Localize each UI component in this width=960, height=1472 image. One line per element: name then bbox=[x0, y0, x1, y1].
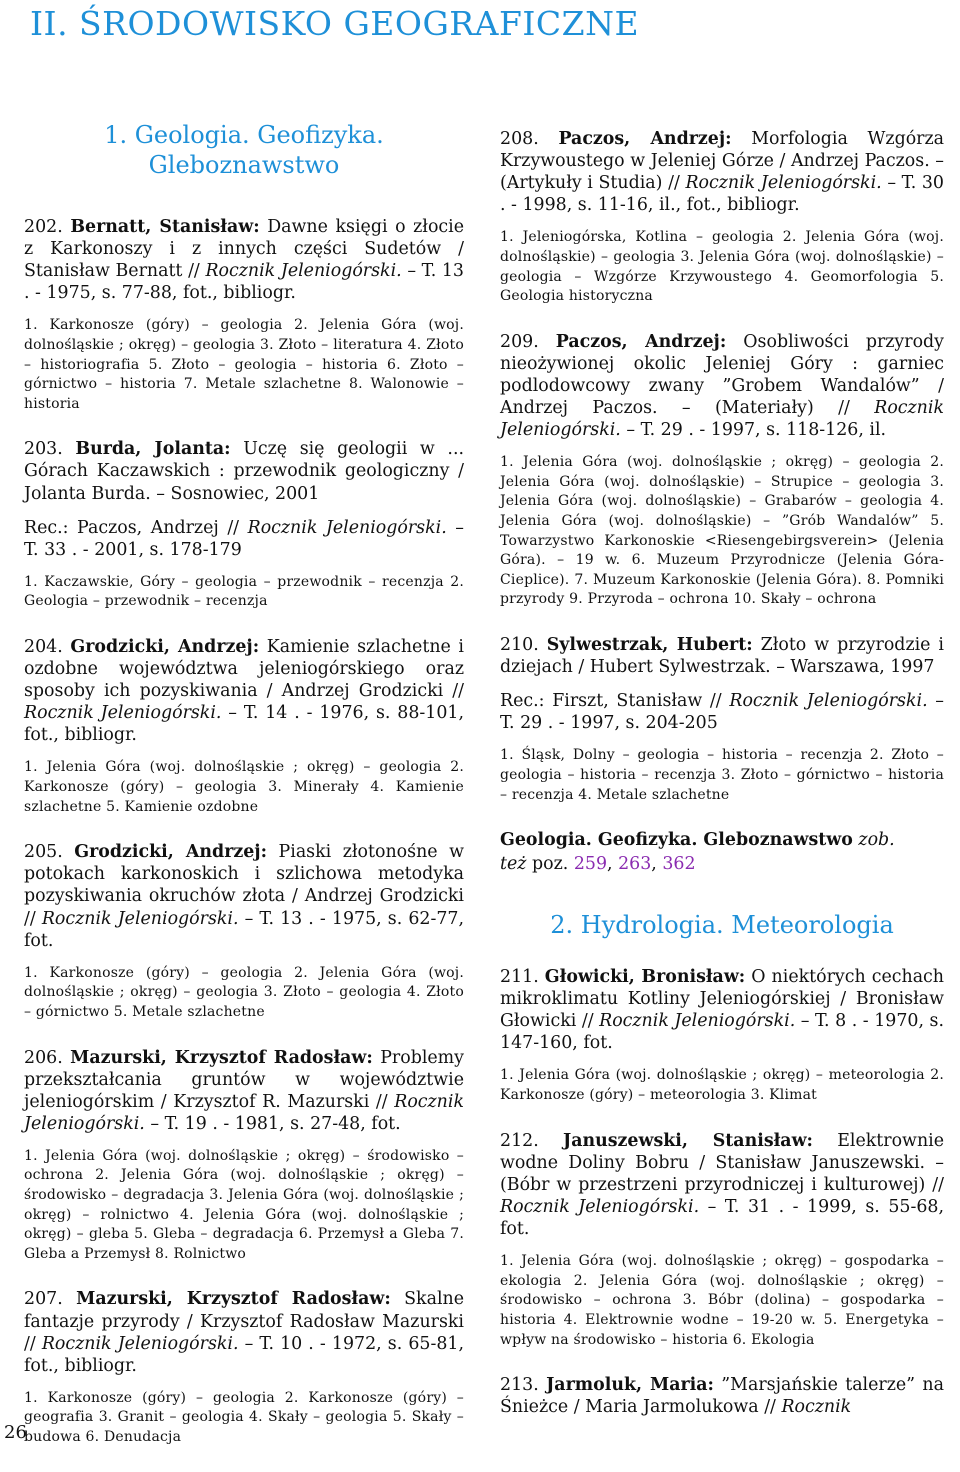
entry-title: Osobliwości przyrody nieożywionej okolic Jeleniej Góry : garniec podlodowcowy zwany ”Grobem Wandalów” / Andrzej Paczos. – (Materiały) // bbox=[500, 331, 944, 419]
entry-title: Skalne fantazje przyrody / Krzysztof Radosław Mazurski // bbox=[24, 1289, 465, 1354]
entry-citation bbox=[500, 634, 944, 678]
entry-number: 203. bbox=[24, 439, 63, 460]
reference-link-259[interactable]: 259 bbox=[573, 853, 608, 874]
entry-number: 210. bbox=[500, 634, 539, 655]
see-also-tez: też bbox=[500, 853, 527, 874]
entry-title: Uczę się geologii w ... Górach Kaczawskich : przewodnik geologiczny / Jolanta Burda. – Sosnowiec, 2001 bbox=[24, 439, 465, 504]
entry-title: Złoto w przyrodzie i dziejach / Hubert Sylwestrzak. – Warszawa, 1997 bbox=[500, 634, 944, 678]
bibliography-entry-213 bbox=[500, 1374, 944, 1418]
review-publication: – T. 33 . - 2001, s. 178-179 bbox=[24, 517, 464, 560]
entry-source: Rocznik Jeleniogórski. bbox=[500, 1196, 700, 1217]
entry-keywords: 1. Jelenia Góra (woj. dolnośląskie ; okręg) – meteorologia 2. Karkonosze (góry) – meteorologia 3. Klimat bbox=[500, 1067, 944, 1104]
entry-citation bbox=[24, 1047, 464, 1135]
bibliography-entry-206 bbox=[24, 1047, 464, 1265]
entry-citation bbox=[500, 1374, 944, 1418]
bibliography-entry-202 bbox=[24, 216, 464, 414]
chapter-title: II. ŚRODOWISKO GEOGRAFICZNE bbox=[30, 4, 640, 43]
see-also-zob: zob. bbox=[858, 830, 895, 851]
entry-number: 212. bbox=[500, 1130, 539, 1151]
entry-author: Bernatt, Stanisław: bbox=[70, 217, 260, 237]
left-column bbox=[24, 120, 464, 1472]
bibliography-entry-207 bbox=[24, 1288, 464, 1447]
review-source: Rocznik Jeleniogórski. bbox=[729, 691, 928, 712]
ref-separator: , bbox=[651, 853, 663, 874]
entry-citation bbox=[500, 966, 944, 1054]
entry-publication: – T. 31 . - 1999, s. 55-68, fot. bbox=[500, 1196, 944, 1240]
entry-publication: – T. 19 . - 1981, s. 27-48, fot. bbox=[144, 1113, 401, 1134]
entry-author: Mazurski, Krzysztof Radosław: bbox=[70, 1047, 373, 1068]
see-also-reference bbox=[500, 829, 944, 876]
bibliography-entry-208 bbox=[500, 128, 944, 307]
entry-source: Rocznik Jeleniogórski. bbox=[205, 261, 402, 282]
section-heading-geologia: 1. Geologia. Geofizyka. Gleboznawstwo bbox=[104, 121, 384, 179]
section-heading-hydrologia: 2. Hydrologia. Meteorologia bbox=[550, 911, 894, 940]
entry-source: Rocznik Jeleniogórski. bbox=[24, 1091, 464, 1134]
ref-separator: , bbox=[607, 853, 619, 874]
reference-link-362[interactable]: 362 bbox=[662, 853, 696, 874]
see-also-poz: poz. bbox=[526, 853, 574, 874]
entry-number: 211. bbox=[500, 967, 539, 988]
entry-author: Paczos, Andrzej: bbox=[555, 331, 727, 352]
entry-citation bbox=[24, 216, 464, 304]
entry-citation bbox=[24, 438, 464, 504]
entry-number: 208. bbox=[500, 129, 539, 149]
entry-publication: – T. 10 . - 1972, s. 65-81, fot., bibliogr. bbox=[24, 1333, 464, 1376]
entry-source: Rocznik Jeleniogórski. bbox=[41, 1333, 239, 1354]
entry-citation bbox=[24, 1288, 464, 1376]
entry-citation bbox=[500, 1130, 944, 1240]
entry-author: Grodzicki, Andrzej: bbox=[70, 637, 260, 657]
entry-keywords: 1. Kaczawskie, Góry – geologia – przewodnik – recenzja 2. Geologia – przewodnik – recenzja bbox=[24, 573, 464, 610]
entry-keywords: 1. Jeleniogórska, Kotlina – geologia 2. Jelenia Góra (woj. dolnośląskie) – geologia 3. Jelenia Góra (woj. dolnośląskie) – geologia – Wzgórze Krzywoustego 4. Geomorfologia 5. Geologia historyczna bbox=[500, 229, 944, 305]
entry-keywords: 1. Jelenia Góra (woj. dolnośląskie ; okręg) – geologia 2. Karkonosze (góry) – geologia 3. Minerały 4. Kamienie szlachetne 5. Kamienie ozdobne bbox=[24, 759, 464, 815]
review-publication: – T. 29 . - 1997, s. 204-205 bbox=[500, 691, 944, 734]
entry-author: Mazurski, Krzysztof Radosław: bbox=[76, 1289, 391, 1310]
entry-number: 213. bbox=[500, 1375, 539, 1396]
entry-title: Piaski złotonośne w potokach karkonoskich i szlichowa metodyka pozyskiwania okruchów złota / Andrzej Grodzicki // bbox=[24, 842, 464, 929]
entry-publication: – T. 29 . - 1997, s. 118-126, il. bbox=[620, 420, 887, 441]
entry-author: Paczos, Andrzej: bbox=[558, 129, 732, 149]
entry-number: 207. bbox=[24, 1289, 63, 1310]
entry-citation bbox=[24, 636, 464, 746]
bibliography-entry-212 bbox=[500, 1130, 944, 1350]
entry-source: Rocznik Jeleniogórski. bbox=[500, 398, 944, 441]
entry-author: Januszewski, Stanisław: bbox=[562, 1130, 813, 1151]
entry-number: 209. bbox=[500, 331, 539, 352]
entry-keywords: 1. Jelenia Góra (woj. dolnośląskie ; okręg) – gospodarka – ekologia 2. Jelenia Góra (woj. dolnośląskie ; okręg) – środowisko – ochrona 3. Bóbr (dolina) – gospodarka – historia 4. Elektrownie wodne – 19-20 w. 5. Energetyka – wpływ na środowisko – historia 6. Ekologia bbox=[500, 1253, 944, 1348]
bibliography-entry-210 bbox=[500, 634, 944, 805]
bibliography-entry-203 bbox=[24, 438, 464, 612]
page-number: 26 bbox=[4, 1422, 27, 1443]
entry-title: Kamienie szlachetne i ozdobne województwa jeleniogórskiego oraz sposoby ich pozyskiwania / Andrzej Grodzicki // bbox=[24, 637, 464, 702]
entry-title: Morfologia Wzgórza Krzywoustego w Jeleniej Górze / Andrzej Paczos. – (Artykuły i Studia) // bbox=[500, 129, 945, 194]
entry-title: O niektórych cechach mikroklimatu Kotliny Jeleniogórskiej / Bronisław Głowicki // bbox=[500, 967, 944, 1032]
entry-publication: – T. 13 . - 1975, s. 62-77, fot. bbox=[24, 908, 464, 951]
entry-publication: – T. 14 . - 1976, s. 88-101, fot., bibliogr. bbox=[24, 703, 464, 746]
entry-title: Problemy przekształcania gruntów w województwie jeleniogórskim / Krzysztof R. Mazurski // bbox=[24, 1047, 464, 1112]
entry-author: Jarmoluk, Maria: bbox=[546, 1375, 714, 1396]
entry-author: Grodzicki, Andrzej: bbox=[74, 842, 268, 863]
entry-number: 202. bbox=[24, 217, 63, 237]
entry-citation bbox=[500, 128, 944, 216]
bibliography-entry-209 bbox=[500, 331, 944, 610]
bibliography-entry-204 bbox=[24, 636, 464, 817]
entry-source: Rocznik Jeleniogórski. bbox=[24, 703, 222, 724]
see-also-heading: Geologia. Geofizyka. Gleboznawstwo bbox=[500, 830, 853, 851]
entry-author: Sylwestrzak, Hubert: bbox=[546, 634, 753, 655]
entry-author: Burda, Jolanta: bbox=[75, 439, 231, 460]
entry-keywords: 1. Karkonosze (góry) – geologia 2. Jelenia Góra (woj. dolnośląskie ; okręg) – geologia 3. Złoto – literatura 4. Złoto – historiografia 5. Złoto – geologia – historia 6. Złoto – górnictwo – historia 7. Metale szlachetne 8. Walonowie – historia bbox=[24, 317, 464, 412]
entry-keywords: 1. Jelenia Góra (woj. dolnośląskie ; okręg) – środowisko – ochrona 2. Jelenia Góra (woj. dolnośląskie ; okręg) – środowisko – degradacja 3. Jelenia Góra (woj. dolnośląskie ; okręg) – rolnictwo 4. Jelenia Góra (woj. dolnośląskie ; okręg) – gleba 5. Gleba – degradacja 6. Przemysł a Gleba 7. Gleba a Przemysł 8. Rolnictwo bbox=[24, 1147, 464, 1262]
review-source: Rocznik Jeleniogórski. bbox=[247, 517, 447, 538]
entry-title: Elektrownie wodne Doliny Bobru / Stanisław Januszewski. – (Bóbr w przestrzeni przyrodniczej i kulturowej) // bbox=[500, 1130, 944, 1195]
entry-citation bbox=[500, 331, 944, 441]
review-author: Rec.: Paczos, Andrzej // bbox=[24, 517, 248, 538]
review-author: Rec.: Firszt, Stanisław // bbox=[500, 691, 730, 712]
bibliography-entry-211 bbox=[500, 966, 944, 1106]
entry-source: Rocznik Jeleniogórski. bbox=[599, 1011, 796, 1032]
entry-number: 204. bbox=[24, 637, 63, 657]
reference-link-263[interactable]: 263 bbox=[618, 853, 652, 874]
entry-review bbox=[500, 690, 944, 734]
entry-source: Rocznik Jeleniogórski. bbox=[685, 173, 882, 194]
entry-keywords: 1. Jelenia Góra (woj. dolnośląskie ; okręg) – geologia 2. Jelenia Góra (woj. dolnośląskie) – Strupice – geologia 3. Jelenia Góra (woj. dolnośląskie) – Grabarów – geologia 4. Jelenia Góra (woj. dolnośląskie) – ”Grób Wandalów” 5. Towarzystwo Karkonoskie <Riesengebirgsverein> (Jelenia Góra). – 19 w. 6. Muzeum Przyrodnicze (Jelenia Góra-Cieplice). 7. Muzeum Karkonoskie (Jelenia Góra). 8. Pomniki przyrody 9. Przyroda – ochrona 10. Skały – ochrona bbox=[500, 454, 944, 608]
entry-publication: – T. 30 . - 1998, s. 11-16, il., fot., bibliogr. bbox=[500, 173, 944, 216]
right-column bbox=[500, 128, 944, 1442]
entry-keywords: 1. Karkonosze (góry) – geologia 2. Jelenia Góra (woj. dolnośląskie ; okręg) – geologia 3. Złoto – geologia 4. Złoto – górnictwo 5. Metale szlachetne bbox=[24, 964, 464, 1020]
entry-title: ”Marsjańskie talerze” na Śnieżce / Maria Jarmolukowa // bbox=[500, 1375, 944, 1418]
entry-review bbox=[24, 517, 464, 561]
bibliography-entry-205 bbox=[24, 841, 464, 1022]
entry-citation bbox=[24, 841, 464, 951]
entry-title: Dawne księgi o złocie z Karkonoszy i z innych części Sudetów / Stanisław Bernatt // bbox=[24, 217, 465, 282]
entry-source: Rocznik Jeleniogórski. bbox=[41, 908, 239, 929]
entry-keywords: 1. Śląsk, Dolny – geologia – historia – recenzja 2. Złoto – geologia – historia – recenzja 3. Złoto – górnictwo – historia – recenzja 4. Metale szlachetne bbox=[500, 747, 944, 803]
entry-source: Rocznik bbox=[781, 1397, 852, 1418]
entry-number: 206. bbox=[24, 1047, 63, 1068]
entry-author: Głowicki, Bronisław: bbox=[544, 967, 746, 988]
entry-publication: – T. 8 . - 1970, s. 147-160, fot. bbox=[500, 1011, 945, 1054]
entry-publication: – T. 13 . - 1975, s. 77-88, fot., bibliogr. bbox=[24, 261, 464, 304]
entry-number: 205. bbox=[24, 842, 63, 863]
entry-keywords: 1. Karkonosze (góry) – geologia 2. Karkonosze (góry) – geografia 3. Granit – geologia 4. Skały – geologia 5. Skały – budowa 6. Denudacja bbox=[24, 1389, 464, 1445]
